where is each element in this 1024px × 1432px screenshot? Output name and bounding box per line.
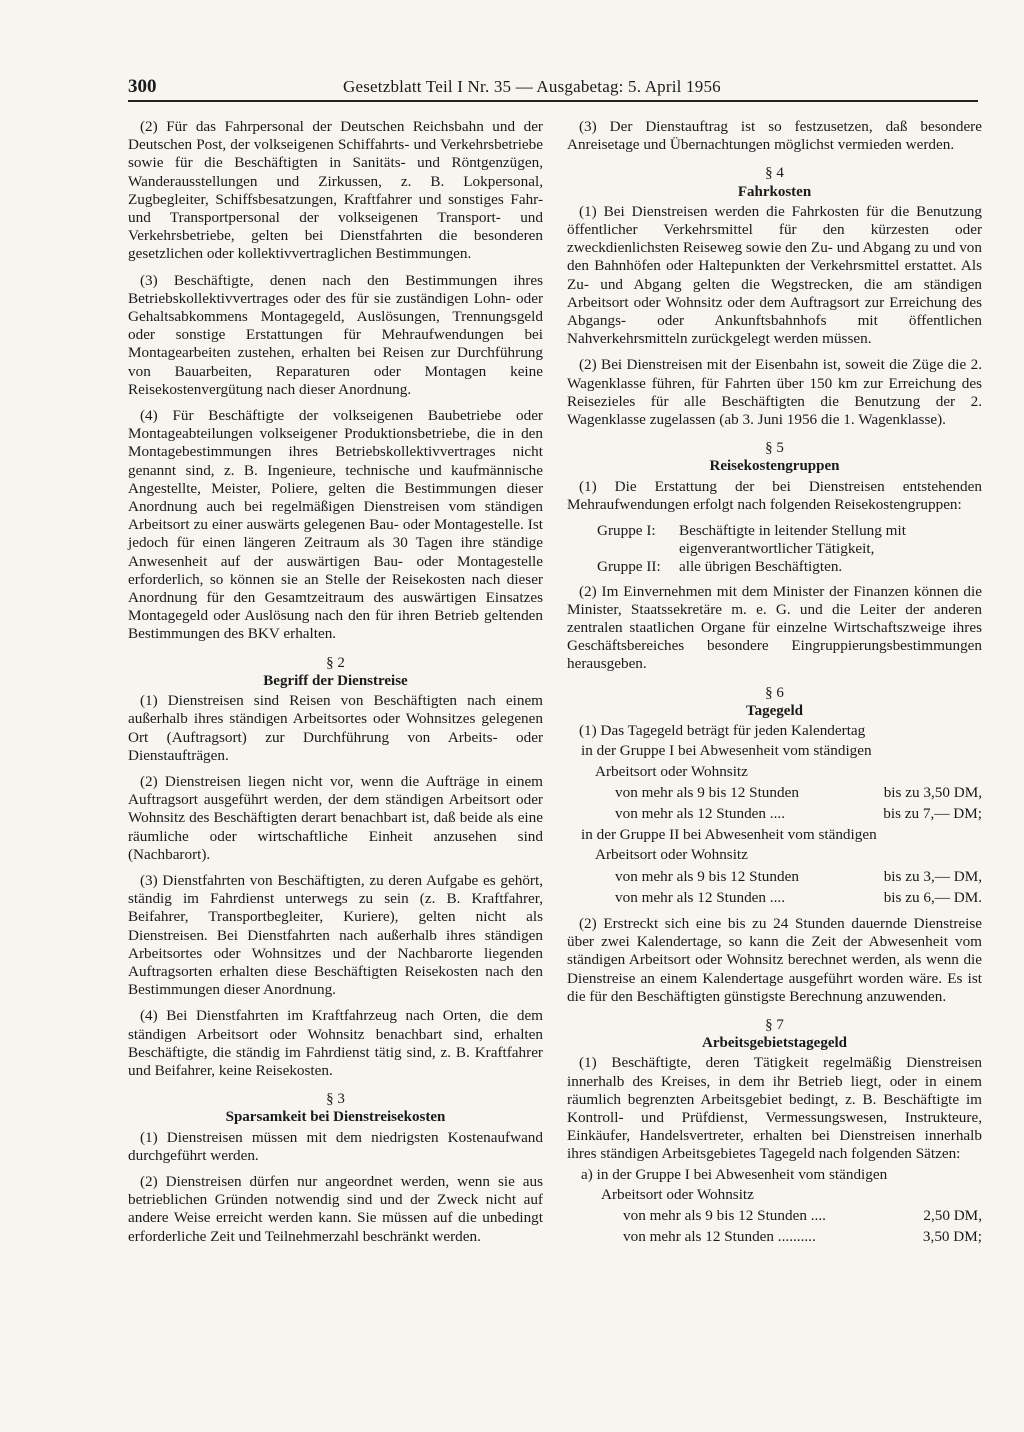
group-entry xyxy=(567,522,982,540)
rate-duration: von mehr als 9 bis 12 Stunden xyxy=(615,783,799,801)
rate-row xyxy=(567,1207,982,1225)
rate-amount: bis zu 3,50 DM, xyxy=(883,783,982,801)
left-column xyxy=(128,118,543,1254)
paragraph: (3) Der Dienstauftrag ist so festzusetzen, daß besondere Anreisetage und Übernachtungen möglichst vermieden werden. xyxy=(567,118,982,154)
section-title: Arbeitsgebietstagegeld xyxy=(702,1035,847,1052)
paragraph: (1) Die Erstattung der bei Dienstreisen entstehenden Mehraufwendungen erfolgt nach folgenden Reisekostengruppen: xyxy=(567,477,982,513)
group-label: Gruppe II: xyxy=(597,558,661,576)
section-number: § 2 xyxy=(326,654,345,671)
paragraph: (1) Dienstreisen müssen mit dem niedrigsten Kostenaufwand durchgeführt werden. xyxy=(128,1128,543,1164)
rate-amount: bis zu 7,— DM; xyxy=(883,804,982,822)
rate-row xyxy=(567,868,982,886)
rate-duration: von mehr als 9 bis 12 Stunden xyxy=(615,867,799,885)
rate-row xyxy=(567,784,982,802)
rate-amount: bis zu 3,— DM, xyxy=(883,867,982,885)
list-item-a: a) in der Gruppe I bei Abwesenheit vom ständigen xyxy=(581,1165,888,1183)
group-entry xyxy=(567,558,982,576)
paragraph: (1) Dienstreisen sind Reisen von Beschäftigten nach einem außerhalb ihres ständigen Arbeitsortes oder Wohnsitzes gelegenen Ort (Auftragsort) zur Durchführung von Arbeits- oder Dienstaufträgen. xyxy=(128,692,543,764)
paragraph: (1) Das Tagegeld beträgt für jeden Kalendertag xyxy=(579,722,866,740)
rate-group-intro-continued: Arbeitsort oder Wohnsitz xyxy=(595,846,748,864)
paragraph: (2) Dienstreisen dürfen nur angeordnet werden, wenn sie aus betrieblichen Gründen notwendig sind und der Zweck nicht auf andere Weise erreicht werden kann. Sie müssen auf die unbedingt erforderliche Zeit und Teilnehmerzahl beschränkt werden. xyxy=(128,1172,543,1245)
paragraph: (3) Dienstfahrten von Beschäftigten, zu deren Aufgabe es gehört, ständig im Fahrdienst unterwegs zu sein (z. B. Kraftfahrer, Beifahrer, Transportbegleiter, Kuriere), gelten nicht als Dienstreisen. Bei Dienstfahrten nach außerhalb ihres ständigen Arbeitsortes oder Wohnsitzes und der Nachbarorte liegenden Auftragsorten erhalten diese Beschäftigten Reisekosten nach den Bestimmungen dieser Anordnung. xyxy=(128,871,543,999)
page-number: 300 xyxy=(128,76,157,97)
paragraph: (1) Beschäftigte, deren Tätigkeit regelmäßig Dienstreisen innerhalb des Kreises, in dem ihr Betrieb liegt, oder in einem räumlich begrenzten Arbeitsgebiet bedingt, z. B. Beschäftigte im Kontroll- und Prüfdienst, Vermessungswesen, Instrukteure, Einkäufer, Handelsvertreter, erhalten bei Dienstreisen innerhalb ihres ständigen Arbeitsgebietes Tagegeld nach folgenden Sätzen: xyxy=(567,1054,982,1163)
group-label: Gruppe I: xyxy=(597,522,656,540)
section-title: Reisekostengruppen xyxy=(709,458,840,475)
list-item-a-continued: Arbeitsort oder Wohnsitz xyxy=(601,1185,754,1203)
rate-amount: 2,50 DM, xyxy=(923,1206,982,1224)
section-number: § 7 xyxy=(765,1016,784,1033)
running-title: Gesetzblatt Teil I Nr. 35 — Ausgabetag: 5. April 1956 xyxy=(343,77,721,96)
group-list xyxy=(567,522,982,577)
section-title: Tagegeld xyxy=(746,702,803,719)
section-number: § 3 xyxy=(326,1091,345,1108)
group-text: Beschäftigte in leitender Stellung mit xyxy=(679,522,906,540)
section-number: § 6 xyxy=(765,684,784,701)
rate-row xyxy=(567,805,982,823)
page-header xyxy=(128,76,978,102)
rate-row xyxy=(567,1228,982,1246)
group-text-continued: eigenverantwortlicher Tätigkeit, xyxy=(679,540,875,558)
section-title: Begriff der Dienstreise xyxy=(263,672,408,689)
rate-duration: von mehr als 12 Stunden .......... xyxy=(623,1228,816,1246)
paragraph: (2) Für das Fahrpersonal der Deutschen Reichsbahn und der Deutschen Post, der volkseigenen Schiffahrts- und Verkehrsbetriebe sowie für die Beschäftigten in Sanitäts- und Röntgenzügen, Wanderausstellungen und Zirkussen, z. B. Lokpersonal, Zugbegleiter, Schiffsbesatzungen, Kraftfahrer und sonstiges Fahr- und Transportpersonal der volkseigenen Transport- und Verkehrsbetriebe, gelten bei Dienstfahrten die besonderen gesetzlichen oder kollektivvertraglichen Bestimmungen. xyxy=(128,118,543,263)
paragraph: (1) Bei Dienstreisen werden die Fahrkosten für die Benutzung öffentlicher Verkehrsmittel für den kürzesten oder zweckdienlichsten Reiseweg sowie den Zu- und Abgang zu und von den Bahnhöfen oder Haltepunkten der Verkehrsmittel erstattet. Als Zu- und Abgang gelten die Wegstrecken, die am ständigen Arbeitsort oder Wohnsitz oder dem Auftragsort zur Erreichung des Abgangs- oder Ankunftsbahnhofs mit öffentlichen Nahverkehrsmitteln zurückgelegt werden müssen. xyxy=(567,202,982,348)
paragraph: (4) Bei Dienstfahrten im Kraftfahrzeug nach Orten, die dem ständigen Arbeitsort oder Wohnsitz benachbart sind, erhalten Beschäftigte, die ständig im Fahrdienst tätig sind, z. B. Kraftfahrer und Beifahrer, keine Reisekosten. xyxy=(128,1007,543,1079)
rate-amount: bis zu 6,— DM. xyxy=(883,888,982,906)
rate-duration: von mehr als 9 bis 12 Stunden .... xyxy=(623,1206,826,1224)
rate-amount: 3,50 DM; xyxy=(922,1228,982,1246)
rate-duration: von mehr als 12 Stunden .... xyxy=(615,888,785,906)
rate-duration: von mehr als 12 Stunden .... xyxy=(615,804,785,822)
paragraph: (2) Bei Dienstreisen mit der Eisenbahn ist, soweit die Züge die 2. Wagenklasse führen, für Fahrten über 150 km zur Erreichung des Reisezieles für alle Beschäftigten die Benutzung der 2. Wagenklasse zugelassen (ab 3. Juni 1956 die 1. Wagenklasse). xyxy=(567,356,982,429)
right-column xyxy=(567,118,982,1249)
paragraph: (2) Erstreckt sich eine bis zu 24 Stunden dauernde Dienstreise über zwei Kalendertage, so kann die Zeit der Abwesenheit vom ständigen Arbeitsort oder Wohnsitz berechnet werden, als wenn die Dienstreise an einem Kalendertage ausgeführt worden wäre. Es ist die für den Beschäftigten günstigste Berechnung anzuwenden. xyxy=(567,914,982,1005)
section-title: Sparsamkeit bei Dienstreisekosten xyxy=(225,1109,446,1126)
section-number: § 5 xyxy=(765,440,784,457)
paragraph: (4) Für Beschäftigte der volkseigenen Baubetriebe oder Montageabteilungen volkseigener Produktionsbetriebe, die in den Montagebestimmungen ihres Betriebskollektivvertrages nicht genannt sind, z. B. Ingenieure, technische und kaufmännische Angestellte, Meister, Poliere, gelten die Bestimmungen dieser Anordnung auch bei regelmäßigen Dienstreisen vom ständigen Arbeitsort zu einer auswärts gelegenen Bau- oder Montagestelle. Ist jedoch für einen längeren Zeitraum als 30 Tagen ihre ständige Anwesenheit auf der auswärtigen Bau- oder Montagestelle erforderlich, so können sie an Stelle der Reisekosten nach dieser Anordnung für den Gesamtzeitraum des auswärtigen Einsatzes Montagegeld oder Auslösung nach den für ihren Betrieb geltenden Bestimmungen des BKV erhalten. xyxy=(128,407,543,643)
section-number: § 4 xyxy=(765,165,784,182)
paragraph: (2) Dienstreisen liegen nicht vor, wenn die Aufträge in einem Auftragsort ausgeführt werden, der dem ständigen Arbeitsort oder Wohnsitz des Beschäftigten derart benachbart ist, daß beide als eine räumliche oder wirtschaftliche Einheit anzusehen sind (Nachbarort). xyxy=(128,772,543,863)
rate-group-intro: in der Gruppe II bei Abwesenheit vom ständigen xyxy=(581,826,877,844)
paragraph: (2) Im Einvernehmen mit dem Minister der Finanzen können die Minister, Staatssekretäre m. e. G. und die Leiter der anderen zentralen staatlichen Organe für einzelne Wirtschaftszweige ihres Geschäftsbereiches besondere Eingruppierungsbestimmungen herausgeben. xyxy=(567,582,982,673)
paragraph: (3) Beschäftigte, denen nach den Bestimmungen ihres Betriebskollektivvertrages oder des für sie zuständigen Lohn- oder Gehaltsabkommens Montagegeld, Auslösungen, Trennungsgeld oder sonstige Erstattungen für Mehraufwendungen bei Montagearbeiten zustehen, erhalten bei Reisen zur Durchführung von Bauarbeiten, Reparaturen oder Montagen keine Reisekostenvergütung nach dieser Anordnung. xyxy=(128,271,543,398)
rate-group-intro-continued: Arbeitsort oder Wohnsitz xyxy=(595,762,748,780)
section-title: Fahrkosten xyxy=(737,183,812,200)
group-text: alle übrigen Beschäftigten. xyxy=(679,558,843,576)
rate-row xyxy=(567,889,982,907)
rate-group-intro: in der Gruppe I bei Abwesenheit vom ständigen xyxy=(581,742,872,760)
